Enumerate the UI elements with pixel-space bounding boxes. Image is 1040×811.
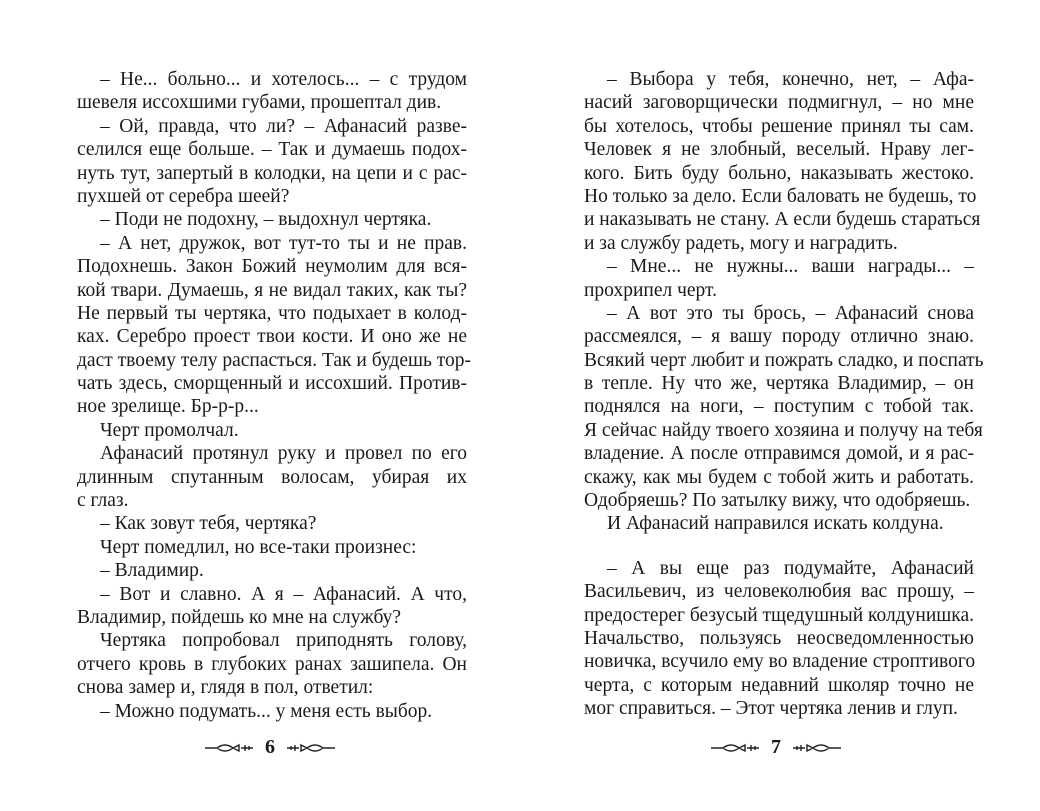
ornament-right-icon	[791, 742, 843, 754]
page-number-right	[676, 736, 876, 759]
text-line: черта, с которым недавний школяр точно не	[584, 674, 974, 696]
text-line: – Ой, правда, что ли? – Афанасий разве-	[100, 115, 467, 137]
text-line: Начальство, пользуясь неосведомленностью	[584, 627, 974, 649]
text-line: – А вот это ты брось, – Афанасий снова	[607, 302, 974, 324]
paragraph	[584, 512, 974, 535]
text-line: – Не... больно... и хотелось... – с трудом	[100, 69, 467, 90]
text-line: владение. А после отправимся домой, и я рас-	[584, 443, 974, 465]
text-line: бы хотелось, чтобы решение принял ты сам.	[584, 115, 974, 137]
paragraph	[77, 68, 467, 115]
text-line: – Можно подумать... у меня есть выбор.	[100, 700, 433, 722]
paragraph	[584, 255, 974, 302]
text-line: длинным спутанным волосам, убирая их	[77, 466, 467, 488]
text-line: – Поди не подохну, – выдохнул чертяка.	[100, 209, 432, 231]
paragraph	[77, 583, 467, 630]
ornament-left-icon	[203, 742, 255, 754]
text-line: Чертяка попробовал приподнять голову,	[100, 630, 467, 652]
paragraph	[584, 68, 981, 255]
page-number: 7	[771, 736, 781, 758]
text-line: предостерег безусый тщедушный колдунишка.	[584, 604, 974, 626]
page-number-left	[170, 736, 370, 759]
text-line: Человек я не злобный, веселый. Нраву лег-	[584, 139, 974, 161]
text-line: – Как зовут тебя, чертяка?	[100, 513, 317, 535]
ornament-right-icon	[285, 742, 337, 754]
text-line: отчего кровь в глубоких ранах зашипела. Он	[77, 653, 467, 675]
paragraph	[584, 302, 984, 513]
text-line: Одобряешь? По затылку вижу, что одобряешь.	[584, 490, 971, 512]
paragraph	[77, 419, 467, 442]
text-line: – Мне... не нужны... ваши награды... –	[607, 256, 974, 278]
paragraph	[77, 629, 467, 699]
page-number: 6	[265, 736, 275, 758]
text-line: ное зрелище. Бр-р-р...	[77, 396, 259, 418]
text-line: – А вы еще раз подумайте, Афанасий	[607, 557, 974, 579]
text-line: Я сейчас найду твоего хозяина и получу на тебя	[584, 419, 983, 441]
text-line: мог справиться. – Этот чертяка ленив и глуп.	[584, 698, 958, 720]
text-line: Подохнешь. Закон Божий неумолим для вся-	[77, 256, 467, 278]
text-line: пухшей от серебра шеей?	[77, 185, 290, 207]
text-line: ках. Серебро проест твои кости. И оно же не	[77, 326, 467, 348]
text-line: Черт промолчал.	[100, 419, 239, 441]
text-line: новичка, всучило ему во владение строптивого	[584, 651, 976, 673]
right-page-text	[584, 68, 984, 721]
text-line: чать здесь, сморщенный и иссохший. Против-	[77, 373, 467, 395]
text-line: рассмеялся, – я вашу породу отлично знаю.	[584, 326, 974, 348]
text-line: Всякий черт любит и пожрать сладко, и поспать	[584, 349, 984, 371]
text-line: Афанасий протянул руку и провел по его	[100, 443, 467, 465]
section-break	[584, 536, 974, 557]
text-line: – Выбора у тебя, конечно, нет, – Афа-	[607, 69, 974, 90]
text-line: насий заговорщически подмигнул, – но мне	[584, 92, 974, 114]
paragraph	[77, 115, 467, 209]
text-line: кого. Бить буду больно, наказывать жестоко.	[584, 162, 974, 184]
paragraph	[77, 512, 467, 535]
text-line: и наказывать не стану. А если будешь стараться	[584, 209, 981, 231]
paragraph	[77, 232, 472, 419]
text-line: и за службу радеть, могу и наградить.	[584, 232, 898, 254]
paragraph	[77, 559, 467, 582]
text-line: – Владимир.	[100, 560, 204, 582]
text-line: шевеля иссохшими губами, прошептал див.	[77, 92, 442, 114]
text-line: прохрипел черт.	[584, 279, 717, 301]
text-line: селился еще больше. – Так и думаешь подох-	[77, 139, 467, 161]
paragraph	[77, 208, 467, 231]
text-line: – А нет, дружок, вот тут-то ты и не прав.	[100, 232, 467, 254]
paragraph	[77, 442, 467, 512]
text-line: снова замер и, глядя в пол, ответил:	[77, 677, 374, 699]
paragraph	[77, 536, 467, 559]
text-line: Васильевич, из человеколюбия вас прошу, –	[584, 581, 974, 603]
text-line: И Афанасий направился искать колдуна.	[607, 513, 944, 535]
text-line: нуть тут, запертый в колодки, на цепи и с рас-	[77, 162, 467, 184]
text-line: поднялся на ноги, – поступим с тобой так.	[584, 396, 974, 418]
text-line: даст твоему телу распасться. Так и будешь тор-	[77, 349, 472, 371]
ornament-left-icon	[709, 742, 761, 754]
text-line: Но только за дело. Если баловать не будешь, то	[584, 185, 977, 207]
text-line: скажу, как мы будем с тобой жить и работать.	[584, 466, 974, 488]
paragraph	[77, 700, 467, 723]
text-line: Владимир, пойдешь ко мне на службу?	[77, 606, 402, 628]
text-line: кой твари. Думаешь, я не видал таких, как ты?	[77, 279, 467, 301]
text-line: – Вот и славно. А я – Афанасий. А что,	[100, 583, 467, 605]
text-line: в тепле. Ну что же, чертяка Владимир, – он	[584, 373, 974, 395]
text-line: Не первый ты чертяка, что подыхает в колод-	[77, 302, 467, 324]
left-page-text	[77, 68, 472, 723]
text-line: Черт помедлил, но все-таки произнес:	[100, 536, 417, 558]
text-line: с глаз.	[77, 490, 129, 512]
paragraph	[584, 557, 974, 721]
